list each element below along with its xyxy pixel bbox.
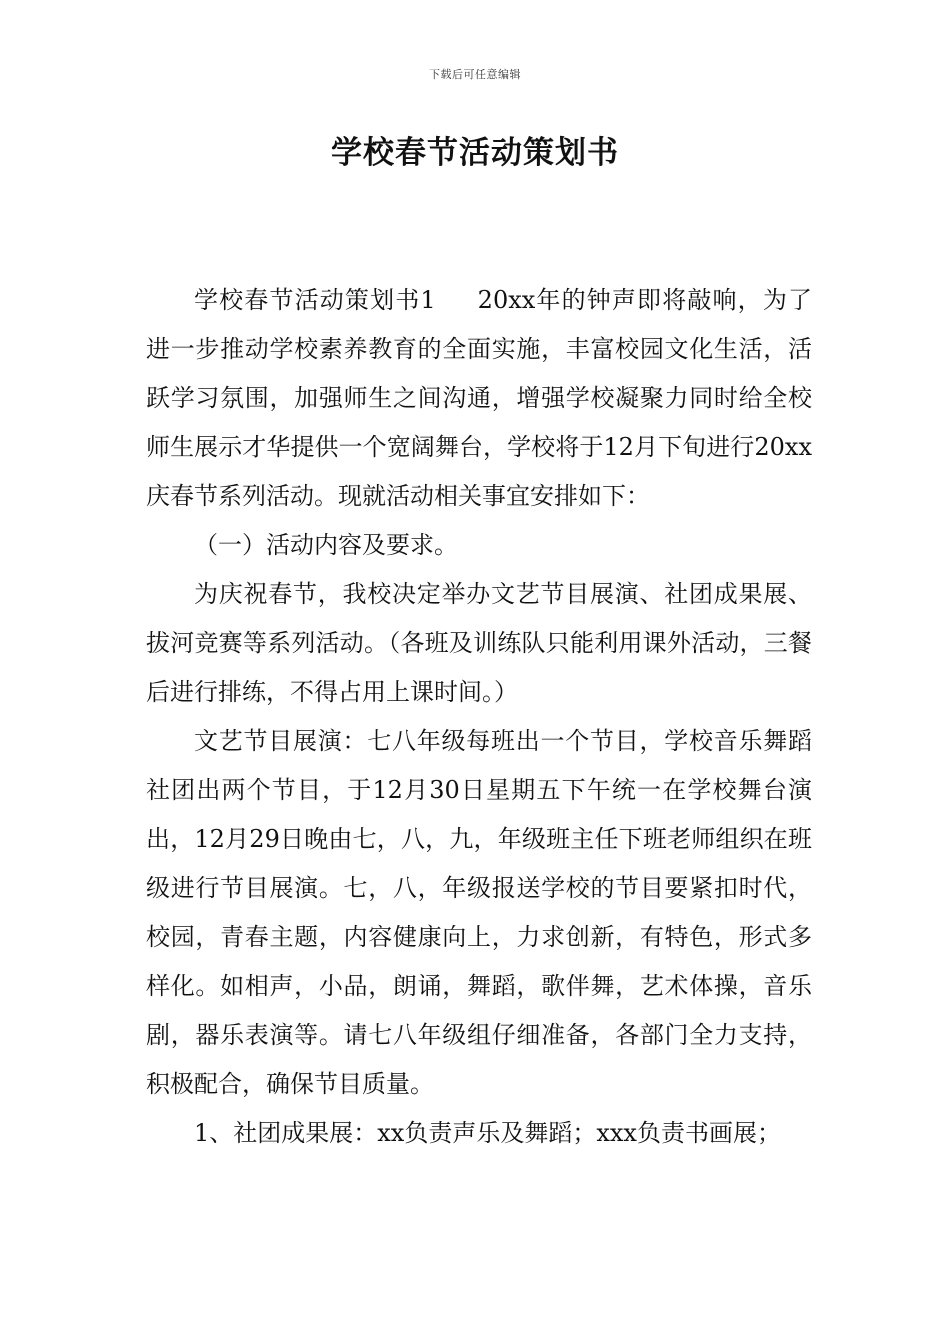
document-body: [146, 276, 812, 1158]
intro-paragraph: [146, 276, 812, 521]
intro-body: 20xx年的钟声即将敲响，为了进一步推动学校素养教育的全面实施，丰富校园文化生活，活跃学习氛围，加强师生之间沟通，增强学校凝聚力同时给全校师生展示才华提供一个宽阔舞台，学校将于12月下旬进行20xx庆春节系列活动。现就活动相关事宜安排如下：: [146, 286, 812, 510]
section-heading: （一）活动内容及要求。: [194, 531, 458, 559]
document-title: 学校春节活动策划书: [331, 135, 619, 171]
paragraph-performance: 文艺节目展演：七八年级每班出一个节目，学校音乐舞蹈社团出两个节目，于12月30日星期五下午统一在学校舞台演出，12月29日晚由七，八，九，年级班主任下班老师组织在班级进行节目展演。七，八，年级报送学校的节目要紧扣时代，校园，青春主题，内容健康向上，力求创新，有特色，形式多样化。如相声，小品，朗诵，舞蹈，歌伴舞，艺术体操，音乐剧，器乐表演等。请七八年级组仔细准备，各部门全力支持，积极配合，确保节目质量。: [146, 727, 812, 1098]
intro-lead: 学校春节活动策划书1: [194, 286, 436, 314]
paragraph-activities: 为庆祝春节，我校决定举办文艺节目展演、社团成果展、拔河竞赛等系列活动。（各班及训练队只能利用课外活动，三餐后进行排练，不得占用上课时间。）: [146, 580, 812, 706]
header-note: 下载后可任意编辑: [429, 68, 521, 81]
paragraph-club-exhibition: 1、社团成果展：xx负责声乐及舞蹈；xxx负责书画展；: [194, 1119, 781, 1147]
